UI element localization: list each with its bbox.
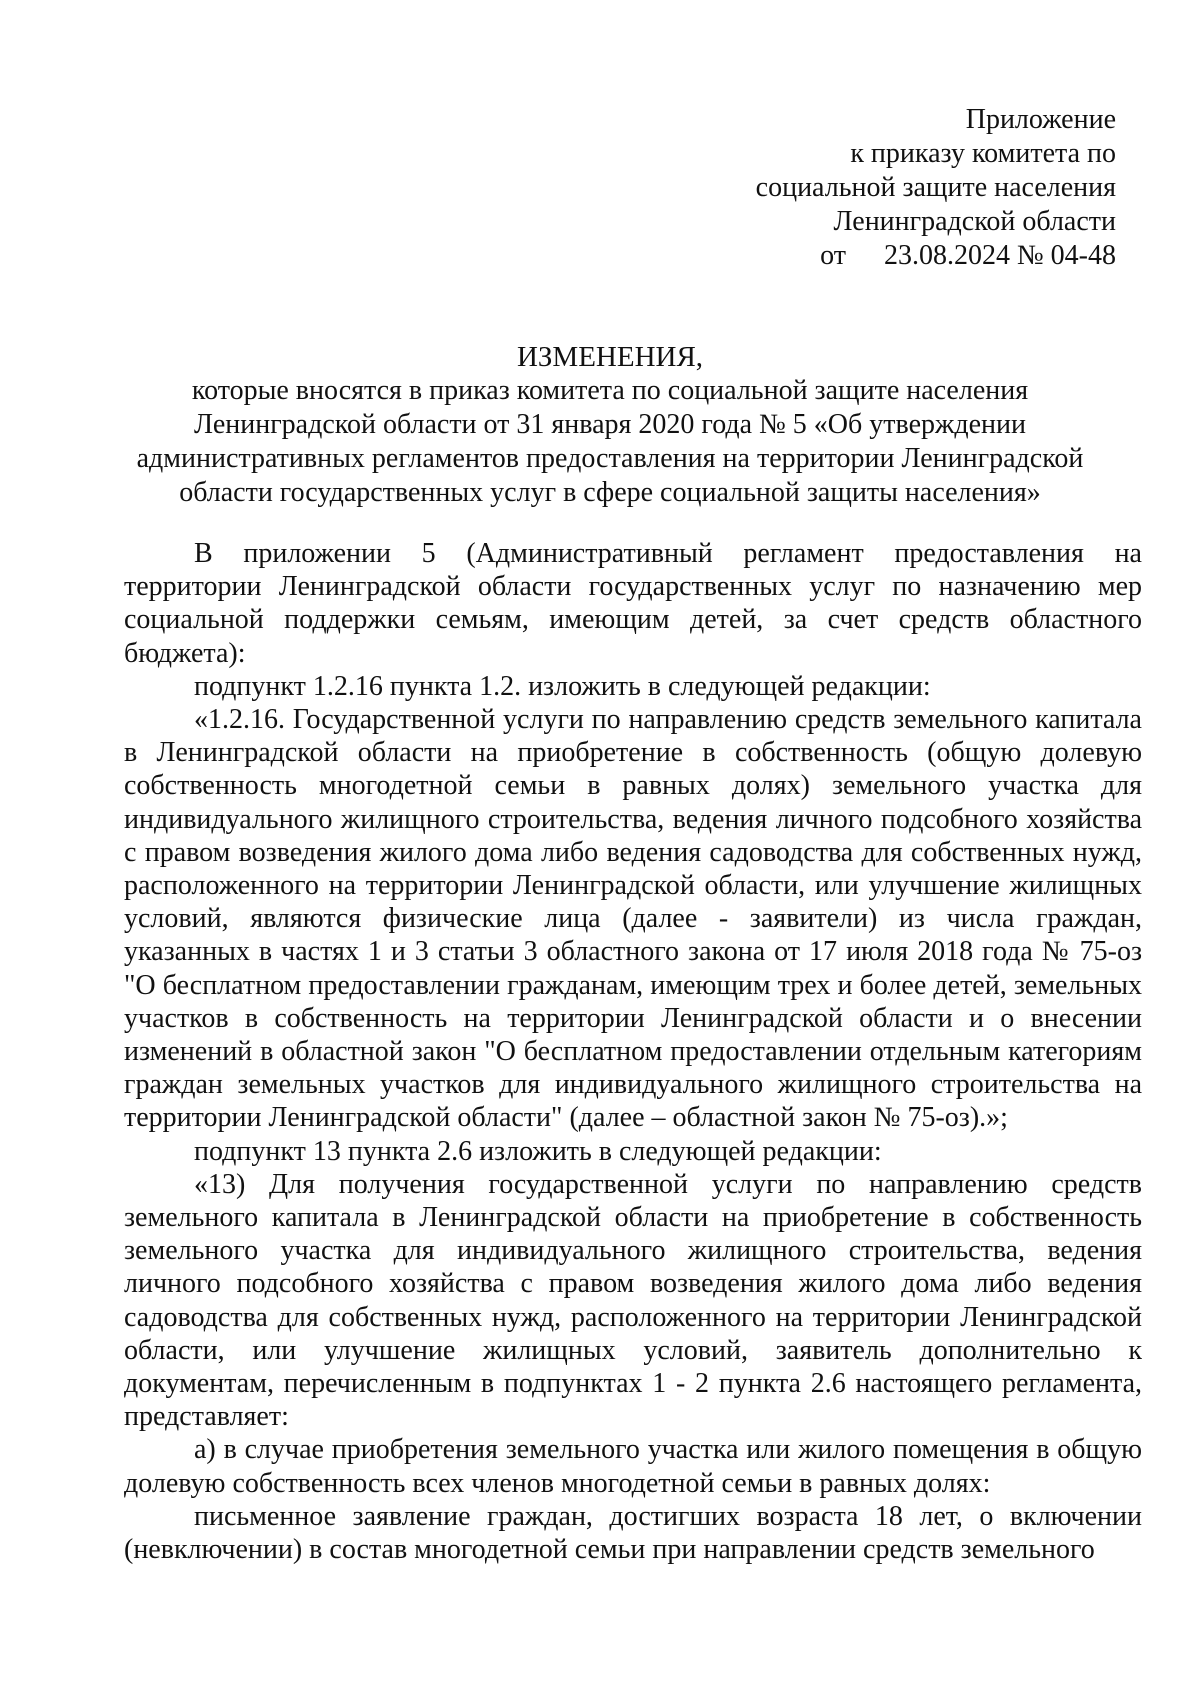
appendix-line: социальной защите населения xyxy=(755,172,1116,203)
paragraph: подпункт 1.2.16 пункта 1.2. изложить в следующей редакции: xyxy=(194,670,931,702)
paragraph: «13) Для получения государственной услуги по направлению средств земельного капитала в Ленинградской области на приобретение в собственность земельного участка для индивидуального жилищного строительства, ведения личного подсобного хозяйства с правом возведения жилого дома либо ведения садоводства для собственных нужд, расположенного на территории Ленинградской области, или улучшение жилищных условий, заявитель дополнительно к документам, перечисленным в подпунктах 1 - 2 пункта 2.6 настоящего регламента, представляет: xyxy=(124,1168,1142,1433)
appendix-line: к приказу комитета по xyxy=(850,138,1116,169)
title-line: Ленинградской области от 31 января 2020 года № 5 «Об утверждении xyxy=(194,409,1026,440)
document-heading: ИЗМЕНЕНИЯ, xyxy=(516,341,704,373)
title-line: административных регламентов предоставления на территории Ленинградской xyxy=(136,443,1084,474)
appendix-line: Ленинградской области xyxy=(833,206,1116,237)
paragraph: «1.2.16. Государственной услуги по направлению средств земельного капитала в Ленинградской области на приобретение в собственность (общую долевую собственность многодетной семьи в равных долях) земельного участка для индивидуального жилищного строительства, ведения личного подсобного хозяйства с правом возведения жилого дома либо ведения садоводства для собственных нужд, расположенного на территории Ленинградской области, или улучшение жилищных условий, являются физические лица (далее - заявители) из числа граждан, указанных в частях 1 и 3 статьи 3 областного закона от 17 июля 2018 года № 75-оз "О бесплатном предоставлении гражданам, имеющим трех и более детей, земельных участков в собственность на территории Ленинградской области и о внесении изменений в областной закон "О бесплатном предоставлении отдельным категориям граждан земельных участков для индивидуального жилищного строительства на территории Ленинградской области" (далее – областной закон № 75-оз).»; xyxy=(124,704,1142,1134)
document-title-block xyxy=(110,340,1110,510)
paragraph: подпункт 13 пункта 2.6 изложить в следующей редакции: xyxy=(194,1135,882,1167)
appendix-date-line xyxy=(756,239,1116,273)
title-line: области государственных услуг в сфере социальной защиты населения» xyxy=(179,477,1041,508)
paragraph: В приложении 5 (Административный регламент предоставления на территории Ленинградской области государственных услуг по назначению мер социальной поддержки семьям, имеющим детей, за счет средств областного бюджета): xyxy=(124,538,1142,669)
date-prefix: от xyxy=(820,240,846,271)
paragraph: а) в случае приобретения земельного участка или жилого помещения в общую долевую собственность всех членов многодетной семьи в равных долях: xyxy=(124,1434,1142,1499)
appendix-header xyxy=(756,103,1116,273)
paragraph: письменное заявление граждан, достигших возраста 18 лет, о включении (невключении) в состав многодетной семьи при направлении средств земельного xyxy=(124,1500,1142,1566)
order-date-number: 23.08.2024 № 04-48 xyxy=(883,240,1116,271)
title-line: которые вносятся в приказ комитета по социальной защите населения xyxy=(191,375,1029,406)
appendix-title: Приложение xyxy=(965,104,1116,135)
document-body xyxy=(124,537,1142,1566)
